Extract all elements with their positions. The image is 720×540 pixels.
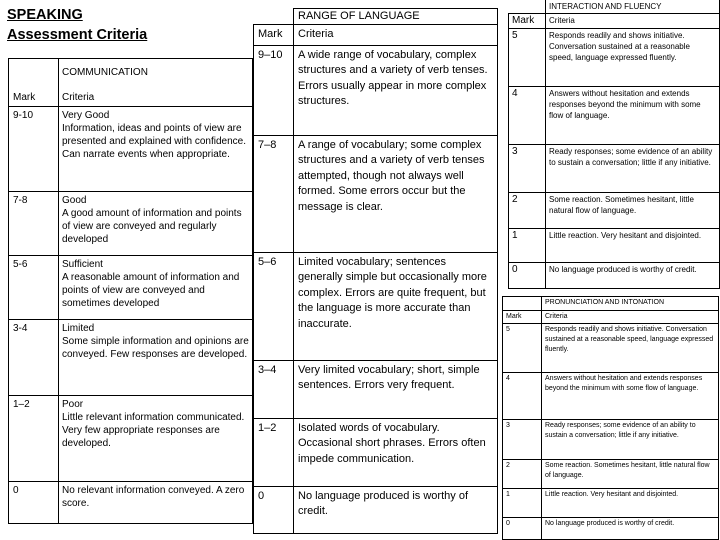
table-row: [254, 45, 498, 135]
mark-cell: 2: [503, 460, 542, 489]
mark-cell: 1–2: [254, 418, 294, 486]
interaction-criteria-header: Criteria: [546, 14, 720, 29]
criteria-cell: [59, 320, 253, 396]
page-title-line2: Assessment Criteria: [7, 27, 148, 43]
mark-cell: 7–8: [254, 135, 294, 252]
communication-criteria-label: Criteria: [62, 92, 95, 103]
table-row: [509, 229, 720, 263]
table-row: [9, 396, 253, 482]
mark-cell: 1: [503, 489, 542, 518]
criteria-cell: No language produced is worthy of credit.: [546, 263, 720, 289]
table-row: [9, 192, 253, 256]
table-row: [503, 324, 719, 373]
mark-cell: 0: [254, 486, 294, 533]
table-row: [503, 420, 719, 460]
criteria-text: Little relevant information communicated.: [62, 412, 245, 423]
criteria-cell: Little reaction. Very hesitant and disjointed.: [546, 229, 720, 263]
criteria-text: Information, ideas and points of view are presented and explained with confidence. Can narrate events when appropriate.: [62, 123, 247, 160]
mark-cell: 4: [509, 87, 546, 145]
pronunciation-intonation-table: [502, 296, 719, 540]
criteria-cell: [59, 192, 253, 256]
criteria-cell: Answers without hesitation and extends responses beyond the minimum with some flow of language.: [546, 87, 720, 145]
pronunciation-mark-header: Mark: [503, 311, 542, 324]
criteria-text: Some simple information and opinions are conveyed. Few responses are developed.: [62, 336, 249, 360]
table-row: [9, 320, 253, 396]
range-header-row: [254, 25, 498, 46]
mark-cell: 5: [509, 29, 546, 87]
criteria-cell: Some reaction. Sometimes hesitant, little natural flow of language.: [542, 460, 719, 489]
interaction-mark-header: Mark: [509, 14, 546, 29]
pronunciation-title: PRONUNCIATION AND INTONATION: [542, 297, 719, 311]
criteria-text-2: Very few appropriate responses are developed.: [62, 425, 220, 449]
criteria-cell: Isolated words of vocabulary. Occasional short phrases. Errors often impede communication.: [294, 418, 498, 486]
communication-header-row: [9, 59, 253, 107]
level-label: Very Good: [62, 110, 110, 121]
table-row: [9, 482, 253, 524]
pronunciation-title-row: [503, 297, 719, 311]
criteria-text: A good amount of information and points of view are conveyed and regularly developed: [62, 208, 242, 245]
range-title: RANGE OF LANGUAGE: [294, 9, 498, 25]
criteria-cell: [59, 396, 253, 482]
interaction-header-row: [509, 14, 720, 29]
mark-cell: 5: [503, 324, 542, 373]
mark-cell: 9-10: [9, 107, 59, 192]
mark-cell: 7-8: [9, 192, 59, 256]
table-row: [254, 418, 498, 486]
criteria-cell: A range of vocabulary; some complex structures and a variety of verb tenses attempted, though not always well formed. Some errors occur but the message is clear.: [294, 135, 498, 252]
table-row: [254, 360, 498, 418]
criteria-text: A reasonable amount of information and points of view are conveyed and sometimes developed: [62, 272, 240, 309]
mark-cell: 3: [509, 145, 546, 193]
mark-cell: 3–4: [254, 360, 294, 418]
criteria-cell: Responds readily and shows initiative. Conversation sustained at a reasonable speed, language expressed fluently.: [542, 324, 719, 373]
mark-cell: 3-4: [9, 320, 59, 396]
table-row: [9, 256, 253, 320]
range-title-row: [254, 9, 498, 25]
criteria-cell: No language produced is worthy of credit.: [294, 486, 498, 533]
table-row: [509, 193, 720, 229]
table-row: [503, 460, 719, 489]
interaction-title-row: [509, 0, 720, 14]
page-title-line1: SPEAKING: [7, 7, 83, 23]
criteria-cell: [59, 107, 253, 192]
table-row: [509, 263, 720, 289]
level-label: Limited: [62, 323, 95, 334]
criteria-cell: Little reaction. Very hesitant and disjointed.: [542, 489, 719, 518]
communication-title: COMMUNICATION: [62, 67, 148, 78]
criteria-cell: Some reaction. Sometimes hesitant, little natural flow of language.: [546, 193, 720, 229]
criteria-cell: A wide range of vocabulary, complex structures and a variety of verb tenses. Errors usually appear in more complex structures.: [294, 45, 498, 135]
mark-cell: 4: [503, 373, 542, 420]
criteria-cell: Limited vocabulary; sentences generally simple but occasionally more complex. Errors are quite frequent, but the language is more accurate than inaccurate.: [294, 252, 498, 360]
mark-cell: 1–2: [9, 396, 59, 482]
interaction-title: INTERACTION AND FLUENCY: [546, 0, 720, 14]
pronunciation-criteria-header: Criteria: [542, 311, 719, 324]
table-row: [254, 135, 498, 252]
criteria-cell: Answers without hesitation and extends responses beyond the minimum with some flow of language.: [542, 373, 719, 420]
level-label: Poor: [62, 399, 84, 410]
table-row: [503, 518, 719, 540]
table-row: [509, 87, 720, 145]
interaction-fluency-table: [508, 0, 720, 289]
mark-cell: 0: [509, 263, 546, 289]
pronunciation-header-row: [503, 311, 719, 324]
level-label: Sufficient: [62, 259, 103, 270]
mark-cell: 5-6: [9, 256, 59, 320]
table-row: [254, 486, 498, 533]
criteria-cell: Very limited vocabulary; short, simple sentences. Errors very frequent.: [294, 360, 498, 418]
range-of-language-table: [253, 8, 498, 534]
criteria-cell: [59, 256, 253, 320]
mark-cell: 2: [509, 193, 546, 229]
mark-cell: 0: [503, 518, 542, 540]
criteria-cell: No language produced is worthy of credit.: [542, 518, 719, 540]
mark-cell: 1: [509, 229, 546, 263]
mark-cell: 9–10: [254, 45, 294, 135]
mark-cell: 5–6: [254, 252, 294, 360]
table-row: [509, 145, 720, 193]
range-mark-header: Mark: [254, 25, 294, 46]
communication-table: [8, 58, 253, 524]
table-row: [503, 373, 719, 420]
mark-cell: 0: [9, 482, 59, 524]
mark-cell: 3: [503, 420, 542, 460]
level-label: Good: [62, 195, 87, 206]
criteria-cell: Responds readily and shows initiative. Conversation sustained at a reasonable speed, language expressed fluently.: [546, 29, 720, 87]
communication-criteria-header: [59, 59, 253, 107]
range-criteria-header: Criteria: [294, 25, 498, 46]
table-row: [254, 252, 498, 360]
communication-mark-header: Mark: [9, 59, 59, 107]
table-row: [9, 107, 253, 192]
table-row: [509, 29, 720, 87]
criteria-cell: Ready responses; some evidence of an ability to sustain a conversation; little if any initiative.: [542, 420, 719, 460]
page-title: [7, 5, 147, 45]
criteria-cell: Ready responses; some evidence of an ability to sustain a conversation; little if any initiative.: [546, 145, 720, 193]
table-row: [503, 489, 719, 518]
criteria-cell: No relevant information conveyed. A zero score.: [59, 482, 253, 524]
